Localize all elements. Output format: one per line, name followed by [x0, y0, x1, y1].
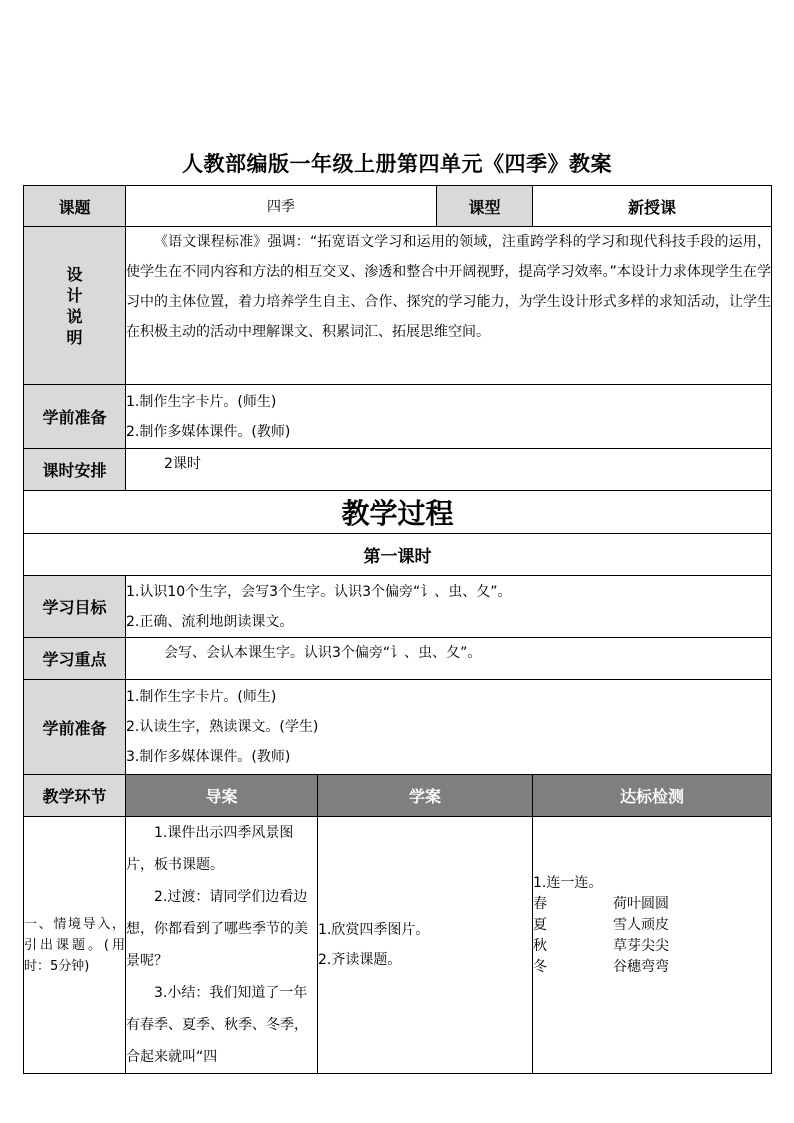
schedule-value: 2课时 — [126, 449, 772, 491]
process-heading: 教学过程 — [24, 491, 772, 534]
stage1-study — [318, 817, 533, 1074]
match-pair — [533, 915, 771, 936]
guide-step: 1.课件出示四季风景图片，板书课题。 — [126, 825, 294, 873]
topic-label: 课题 — [24, 186, 126, 227]
guide-step: 3.小结：我们知道了一年有春季、夏季、秋季、冬季，合起来就叫“四 — [126, 985, 308, 1065]
prep2-label: 学前准备 — [24, 680, 126, 775]
teaching-header-row — [24, 775, 772, 817]
list-item: 2.正确、流利地朗读课文。 — [126, 613, 294, 630]
check-title: 1.连一连。 — [533, 874, 603, 891]
focus-label: 学习重点 — [24, 638, 126, 680]
goals-label: 学习目标 — [24, 576, 126, 638]
list-item: 3.制作多媒体课件。(教师) — [126, 749, 291, 765]
process-heading-row — [24, 491, 772, 534]
prep1-row — [24, 385, 772, 449]
type-value: 新授课 — [533, 186, 772, 227]
type-label: 课型 — [437, 186, 533, 227]
check-header: 达标检测 — [533, 775, 772, 817]
stage-header: 教学环节 — [24, 775, 126, 817]
prep2-list — [126, 680, 772, 775]
schedule-row — [24, 449, 772, 491]
lesson-row — [24, 534, 772, 576]
list-item: 2.认读生字，熟读课文。(学生) — [126, 719, 319, 735]
guide-header: 导案 — [126, 775, 318, 817]
design-label-char: 明 — [66, 327, 83, 347]
schedule-label: 课时安排 — [24, 449, 126, 491]
season-phrase: 雪人顽皮 — [613, 916, 669, 933]
season-phrase: 草芽尖尖 — [613, 937, 669, 954]
list-item: 1.制作生字卡片。(师生) — [126, 393, 277, 410]
list-item: 1.制作生字卡片。(师生) — [126, 689, 277, 705]
prep1-label: 学前准备 — [24, 385, 126, 449]
match-pair — [533, 894, 771, 915]
stage1-check — [533, 817, 772, 1074]
prep1-list — [126, 385, 772, 449]
topic-row — [24, 186, 772, 227]
focus-value: 会写、会认本课生字。认识3个偏旁“讠、虫、夂”。 — [126, 638, 772, 680]
focus-row — [24, 638, 772, 680]
study-header: 学案 — [318, 775, 533, 817]
lesson-plan-table — [23, 185, 772, 1074]
document-title: 人教部编版一年级上册第四单元《四季》教案 — [182, 152, 612, 176]
match-pair — [533, 936, 771, 957]
design-label — [24, 227, 126, 385]
season-phrase: 荷叶圆圆 — [613, 895, 669, 912]
season-word: 春 — [533, 895, 547, 912]
guide-step: 2.过渡：请同学们边看边想，你都看到了哪些季节的美景呢？ — [126, 889, 308, 969]
design-label-char: 计 — [66, 285, 83, 305]
lesson-heading: 第一课时 — [24, 534, 772, 576]
study-step: 2.齐读课题。 — [318, 952, 402, 968]
match-pair — [533, 957, 771, 978]
topic-value: 四季 — [126, 186, 437, 227]
design-label-char: 设 — [66, 264, 83, 284]
design-text: 《语文课程标准》强调：“拓宽语文学习和运用的领域，注重跨学科的学习和现代科技手段的运用，使学生在不同内容和方法的相互交叉、渗透和整合中开阔视野，提高学习效率。”本设计力求体现学生在学习中的主体位置，着力培养学生自主、合作、探究的学习能力，为学生设计形式多样的求知活动，让学生在积极主动的活动中理解课文、积累词汇、拓展思维空间。 — [126, 227, 772, 385]
goals-row — [24, 576, 772, 638]
stage1-name: 一、情境导入，引出课题。(用时：5分钟) — [24, 817, 126, 1074]
season-word: 冬 — [533, 958, 547, 975]
prep2-row — [24, 680, 772, 775]
season-word: 秋 — [533, 937, 547, 954]
list-item: 2.制作多媒体课件。(教师) — [126, 423, 291, 440]
season-word: 夏 — [533, 916, 547, 933]
stage1-guide — [126, 817, 318, 1074]
list-item: 1.认识10个生字，会写3个生字。认识3个偏旁“讠、虫、夂”。 — [126, 583, 512, 600]
design-label-char: 说 — [66, 306, 83, 326]
stage1-row — [24, 817, 772, 1074]
design-row — [24, 227, 772, 385]
goals-list — [126, 576, 772, 638]
season-phrase: 谷穗弯弯 — [613, 958, 669, 975]
study-step: 1.欣赏四季图片。 — [318, 922, 430, 938]
